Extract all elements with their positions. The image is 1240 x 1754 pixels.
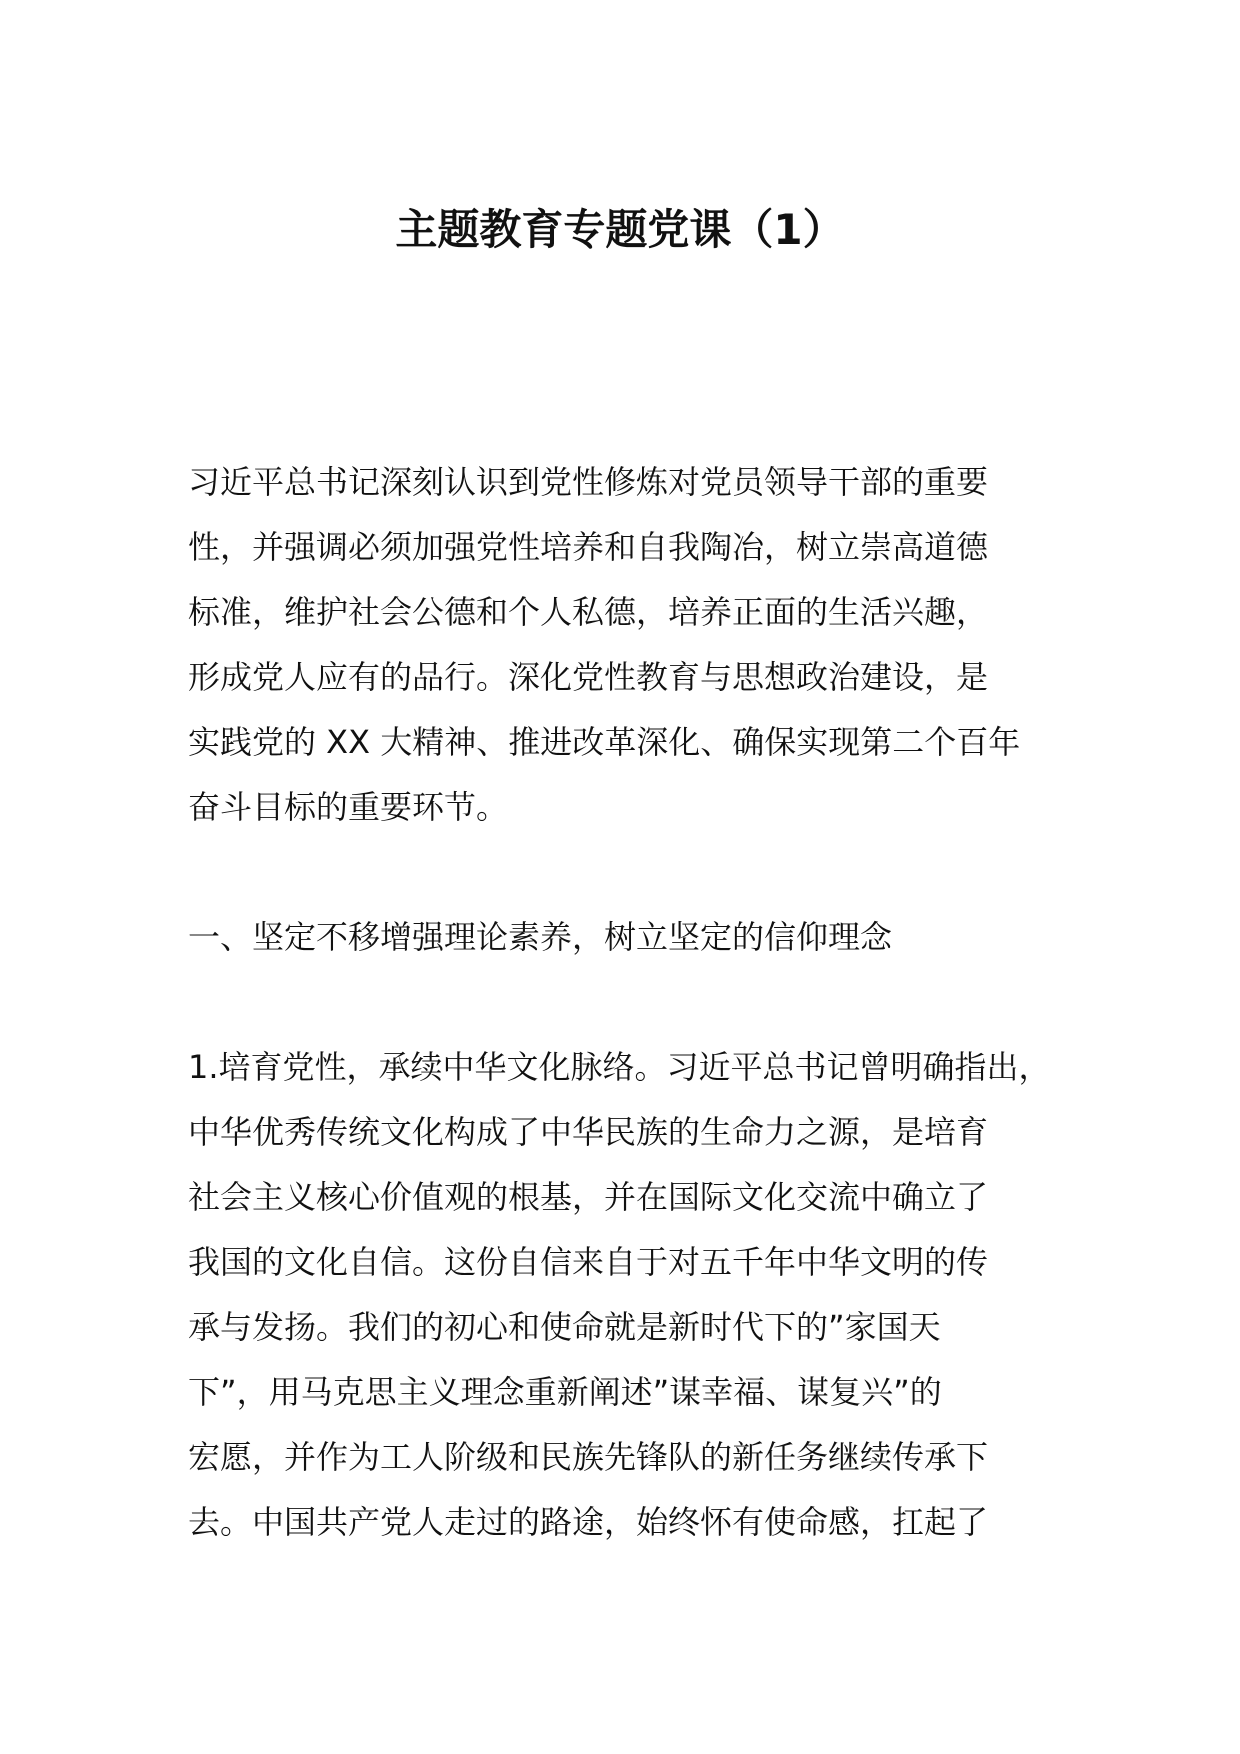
section-heading-text: 一、坚定不移增强理论素养，树立坚定的信仰理念	[188, 918, 893, 956]
paragraph-1-line-6: 下”，用马克思主义理念重新阐述”谋幸福、谋复兴”的	[188, 1373, 942, 1411]
section-heading	[188, 905, 1098, 970]
intro-line-5: 实践党的 XX 大精神、推进改革深化、确保实现第二个百年	[188, 723, 1021, 761]
intro-line-2: 性，并强调必须加强党性培养和自我陶冶，树立崇高道德	[188, 528, 989, 566]
paragraph-1	[188, 1035, 1098, 1555]
paragraph-1-line-1: 1.培育党性，承续中华文化脉络。习近平总书记曾明确指出，	[188, 1048, 1051, 1086]
intro-line-4: 形成党人应有的品行。深化党性教育与思想政治建设，是	[188, 658, 989, 696]
paragraph-1-line-4: 我国的文化自信。这份自信来自于对五千年中华文明的传	[188, 1243, 989, 1281]
intro-line-6: 奋斗目标的重要环节。	[188, 788, 509, 826]
document-title: 主题教育专题党课（1）	[395, 205, 845, 254]
intro-paragraph	[188, 450, 1098, 840]
paragraph-1-line-8: 去。中国共产党人走过的路途，始终怀有使命感，扛起了	[188, 1503, 989, 1541]
intro-line-1: 习近平总书记深刻认识到党性修炼对党员领导干部的重要	[188, 463, 989, 501]
paragraph-1-line-5: 承与发扬。我们的初心和使命就是新时代下的”家国天	[188, 1308, 941, 1346]
intro-line-3: 标准，维护社会公德和个人私德，培养正面的生活兴趣，	[188, 593, 989, 631]
paragraph-1-line-2: 中华优秀传统文化构成了中华民族的生命力之源，是培育	[188, 1113, 989, 1151]
paragraph-1-line-7: 宏愿，并作为工人阶级和民族先锋队的新任务继续传承下	[188, 1438, 989, 1476]
paragraph-1-line-3: 社会主义核心价值观的根基，并在国际文化交流中确立了	[188, 1178, 989, 1216]
